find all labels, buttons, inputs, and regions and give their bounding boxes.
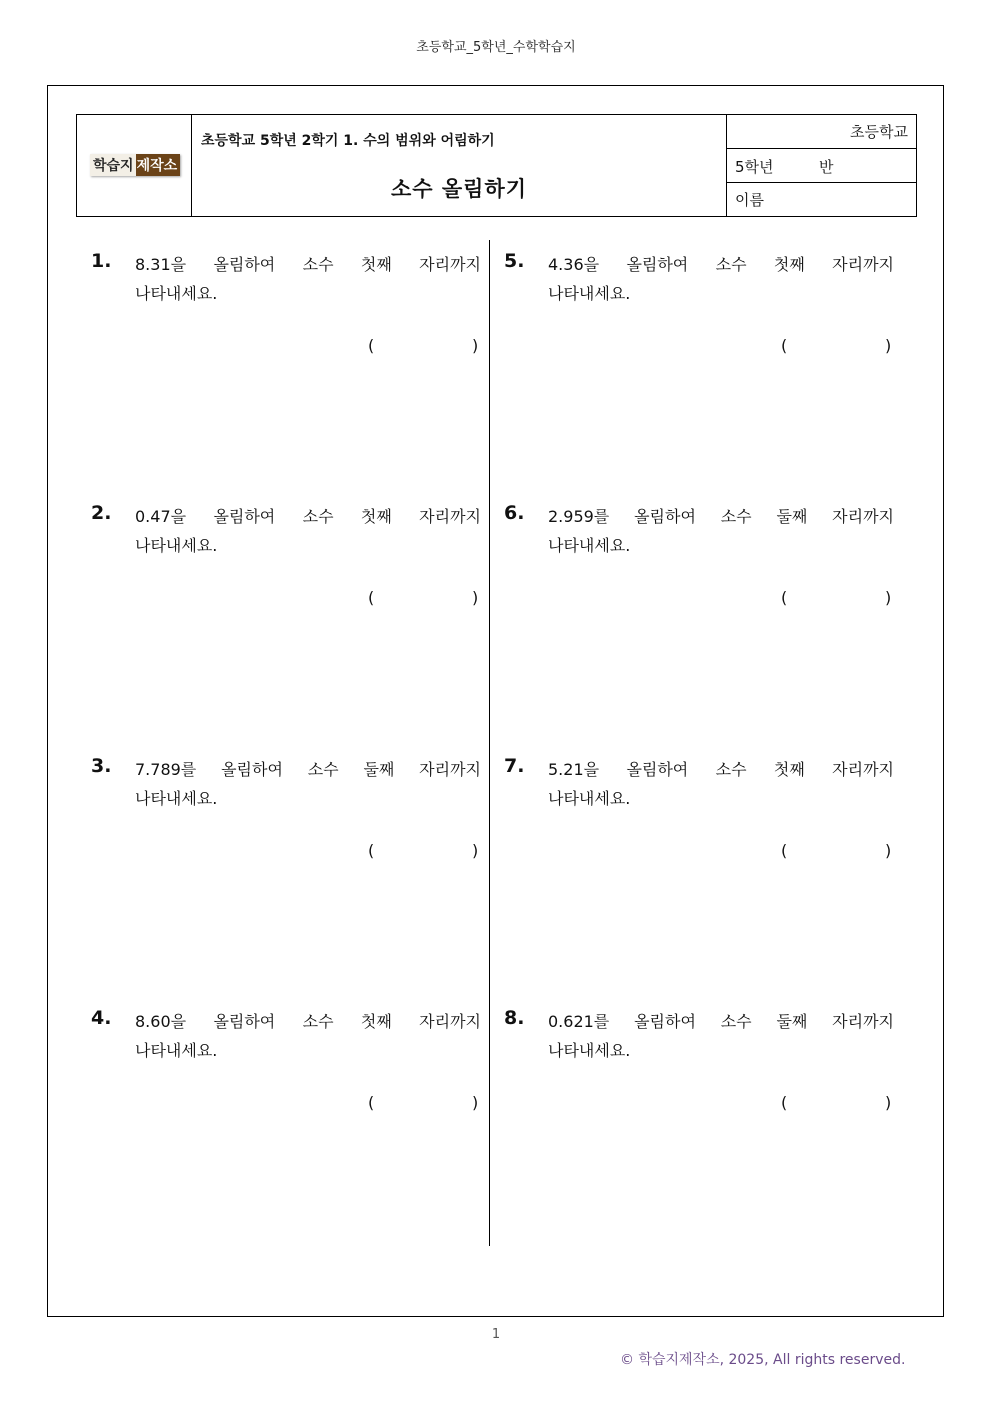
class-label: 반 <box>819 158 834 176</box>
problem-7 <box>504 755 894 885</box>
answer-paren-open: ( <box>781 1093 788 1112</box>
copyright-notice: © 학습지제작소, 2025, All rights reserved. <box>620 1352 906 1368</box>
grade-class-row <box>727 149 916 183</box>
page-number: 1 <box>491 1327 501 1342</box>
name-row <box>727 183 916 216</box>
answer-paren-open: ( <box>781 336 788 355</box>
answer-paren-close: ) <box>885 841 892 860</box>
answer-paren-open: ( <box>368 1093 375 1112</box>
logo-text-part1: 학습지 <box>90 154 136 176</box>
worksheet-title: 소수 올림하기 <box>390 177 528 201</box>
problem-1 <box>91 250 481 380</box>
answer-paren-close: ) <box>472 588 479 607</box>
problem-text: 8.31을 올림하여 소수 첫째 자리까지 <box>135 255 481 274</box>
logo-text-part2: 제작소 <box>136 154 181 176</box>
problem-text-line2: 나타내세요. <box>548 1041 631 1060</box>
answer-paren-close: ) <box>885 336 892 355</box>
problem-number: 4. <box>91 1007 112 1029</box>
problem-number: 5. <box>504 250 525 272</box>
answer-paren-open: ( <box>781 588 788 607</box>
problem-text: 8.60을 올림하여 소수 첫째 자리까지 <box>135 1012 481 1031</box>
problem-number: 1. <box>91 250 112 272</box>
problem-number: 6. <box>504 502 525 524</box>
school-label: 초등학교 <box>850 123 908 141</box>
answer-paren-close: ) <box>472 1093 479 1112</box>
problem-text-line2: 나타내세요. <box>548 789 631 808</box>
school-row <box>727 115 916 149</box>
problem-text: 0.621를 올림하여 소수 둘째 자리까지 <box>548 1012 894 1031</box>
problem-3 <box>91 755 481 885</box>
problem-text: 4.36을 올림하여 소수 첫째 자리까지 <box>548 255 894 274</box>
problem-text-line2: 나타내세요. <box>548 284 631 303</box>
problem-text-line2: 나타내세요. <box>135 536 218 555</box>
logo-cell <box>77 115 192 216</box>
problem-text: 0.47을 올림하여 소수 첫째 자리까지 <box>135 507 481 526</box>
problem-text-line2: 나타내세요. <box>548 536 631 555</box>
problem-5 <box>504 250 894 380</box>
running-header: 초등학교_5학년_수학학습지 <box>416 40 576 55</box>
problem-4 <box>91 1007 481 1137</box>
answer-paren-open: ( <box>368 588 375 607</box>
title-cell <box>192 115 727 216</box>
worksheet-subtitle: 초등학교 5학년 2학기 1. 수의 범위와 어림하기 <box>201 133 495 149</box>
answer-paren-close: ) <box>885 1093 892 1112</box>
answer-paren-close: ) <box>472 336 479 355</box>
answer-paren-close: ) <box>885 588 892 607</box>
answer-paren-open: ( <box>368 841 375 860</box>
problem-number: 7. <box>504 755 525 777</box>
problem-text-line2: 나타내세요. <box>135 284 218 303</box>
problem-number: 8. <box>504 1007 525 1029</box>
logo <box>90 154 180 176</box>
problem-text-line2: 나타내세요. <box>135 789 218 808</box>
problem-text-line2: 나타내세요. <box>135 1041 218 1060</box>
answer-paren-close: ) <box>472 841 479 860</box>
problem-number: 2. <box>91 502 112 524</box>
student-info-cell <box>727 115 916 216</box>
problem-text: 5.21을 올림하여 소수 첫째 자리까지 <box>548 760 894 779</box>
grade-label: 5학년 <box>735 158 774 176</box>
problem-6 <box>504 502 894 632</box>
problem-text: 7.789를 올림하여 소수 둘째 자리까지 <box>135 760 481 779</box>
name-label: 이름 <box>735 191 764 209</box>
problem-2 <box>91 502 481 632</box>
problem-text: 2.959를 올림하여 소수 둘째 자리까지 <box>548 507 894 526</box>
answer-paren-open: ( <box>368 336 375 355</box>
answer-paren-open: ( <box>781 841 788 860</box>
column-divider <box>489 240 490 1246</box>
problem-number: 3. <box>91 755 112 777</box>
worksheet-header <box>76 114 917 217</box>
problem-8 <box>504 1007 894 1137</box>
